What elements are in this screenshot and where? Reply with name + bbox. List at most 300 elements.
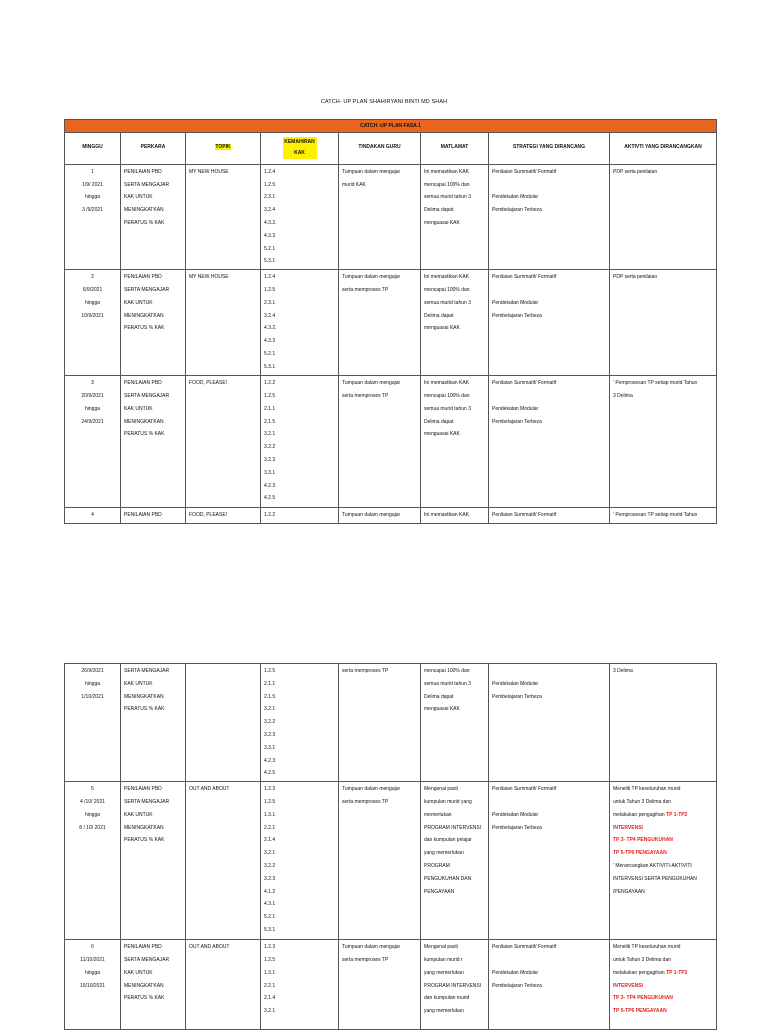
cell-line: hingga (84, 680, 100, 687)
cell-line: 6 (91, 944, 94, 951)
cell-line: 3 (91, 380, 94, 387)
highlight-text: TP 1-TP2 (666, 811, 688, 818)
cell-line (613, 271, 713, 284)
header-kemahiran-label: KEMAHIRAN KAK (283, 137, 317, 159)
header-strategi: STRATEGI YANG DIRANCANG (489, 133, 610, 165)
cell-line: Ini memastikan KAK (424, 274, 470, 281)
cell-line: 3.2.2 (264, 719, 276, 726)
cell-line: semua murid tahun 3 (424, 194, 471, 201)
cell-strategi (489, 164, 610, 269)
cell-line: Tumpuan dalam mengajar (342, 274, 401, 281)
cell-line: menguasai KAK (424, 431, 460, 438)
cell-line: PENILAIAN PBD (124, 512, 162, 519)
cell-line: 11/10/2021 (80, 956, 105, 963)
cell-line: 2 (91, 274, 94, 281)
cell-line: 1.2.2 (264, 512, 276, 519)
cell-line: 15/10/2021 (79, 982, 106, 989)
cell-line: 3.2.2 (264, 862, 276, 869)
cell-aktiviti (610, 940, 717, 1030)
cell-perkara (121, 664, 186, 782)
cell-topik (186, 376, 261, 508)
cell-line: MENINGKATKAN (124, 418, 164, 425)
cell-line: PROGRAM INTERVENSI (424, 824, 482, 831)
cell-line: semua murid tahun 3 (424, 405, 471, 412)
cell-line: SERTA MENGAJAR (124, 286, 170, 293)
cell-line (613, 834, 713, 847)
cell-line: 26/9/2021 (81, 668, 104, 674)
cell-line: 20/9/2021 (81, 392, 104, 399)
cell-line: 6/9/2021 (82, 286, 103, 293)
cell-line (613, 886, 713, 899)
cell-line: 3.3.1 (264, 744, 276, 751)
cell-line: memerlukan (424, 811, 452, 818)
cell-line (492, 954, 606, 967)
cell-line: 24/9/2021 (81, 418, 104, 425)
cell-strategi (489, 376, 610, 508)
cell-text: INTERVENSI SERTA PENGUKUHAN (613, 875, 697, 882)
cell-line: Penilaian Summatif/ Formatif (492, 380, 557, 387)
cell-line: MENINGKATKAN (124, 824, 164, 831)
cell-minggu (65, 782, 121, 940)
cell-line: kumpulan murid r (424, 956, 463, 963)
header-minggu: MINGGU (65, 133, 121, 165)
highlight-text: TP 3- TP4 PENGUKUHAN (613, 995, 673, 1002)
cell-perkara (121, 270, 186, 376)
cell-line: 4.3.2. (264, 219, 277, 226)
cell-line: 1.2.5 (264, 181, 276, 188)
cell-line: 8 / 10/ 2021 (79, 824, 106, 831)
cell-minggu (65, 664, 121, 782)
cell-line: Penilaian Summatif/ Formatif (492, 168, 557, 175)
cell-line: Pendekatan Modular (492, 680, 539, 687)
cell-line: Pendekatan Modular (492, 405, 539, 412)
cell-tindakan (339, 664, 421, 782)
cell-perkara (121, 508, 186, 524)
cell-line: yang memerlukan (424, 969, 464, 976)
cell-line: PENILAIAN PBD (124, 786, 162, 793)
document-title: CATCH- UP PLAN SHAHIRYANI BINTI MD SHAH (320, 99, 448, 105)
cell-line: 4 (91, 512, 94, 519)
cell-line: 2.1.5 (264, 693, 276, 700)
cell-text: PDP serta penilaian (613, 274, 658, 281)
cell-text: ' Pemprosesan TP setiap murid Tahun (613, 380, 698, 387)
cell-line: Pembelajaran Terbeza (492, 982, 542, 989)
cell-line: 2.1.4 (264, 995, 276, 1002)
cell-text: 3 Delima (613, 392, 633, 399)
cell-line: Pendekatan Modular (492, 299, 539, 306)
cell-line (613, 967, 713, 980)
cell-aktiviti (610, 270, 717, 376)
cell-text: ' Merancangkan AKTIVITI-AKTIVITI (613, 862, 692, 869)
cell-line: KAK UNTUK (124, 969, 153, 976)
cell-line: kumpulan murid yang (424, 798, 472, 805)
cell-line: 3.2.3 (264, 456, 276, 463)
cell-line: serta memproses TP (342, 798, 389, 805)
cell-line: Pendekatan Modular (492, 969, 539, 976)
table-row (65, 940, 717, 1030)
cell-line: Pembelajaran Terbeza (492, 418, 542, 425)
cell-line: PENILAIAN PBD (124, 380, 162, 387)
cell-text: Meneliti TP keseluruhan murid (613, 944, 681, 951)
cell-text: /PENGAYAAN (613, 888, 645, 895)
cell-line: 2.1.5 (264, 418, 276, 425)
cell-kemahiran (261, 782, 339, 940)
cell-strategi (489, 782, 610, 940)
cell-strategi (489, 270, 610, 376)
cell-line: 5.3.1 (264, 363, 276, 370)
cell-line: SERTA MENGAJAR (124, 956, 170, 963)
cell-strategi (489, 664, 610, 782)
cell-perkara (121, 164, 186, 269)
cell-line: mencapai 100% dan (424, 668, 470, 674)
catch-up-plan-table-page-2 (64, 663, 717, 1030)
cell-tindakan (339, 164, 421, 269)
cell-line: 3.2.3 (264, 731, 276, 738)
cell-line: 2.1.1 (264, 405, 276, 412)
cell-line: 1 (91, 168, 94, 175)
cell-line: MENINGKATKAN (124, 982, 164, 989)
catch-up-plan-table-page-1 (64, 119, 717, 524)
cell-text: melakukan pengagihan (613, 969, 667, 976)
cell-line: 1.2.3 (264, 786, 276, 793)
cell-aktiviti (610, 664, 717, 782)
cell-line: PENILAIAN PBD (124, 944, 162, 951)
cell-line (613, 980, 713, 993)
cell-line (613, 665, 713, 678)
cell-line: semua murid tahun 3 (424, 680, 471, 687)
cell-line: 4.3.1 (264, 901, 276, 908)
cell-line (613, 860, 713, 873)
cell-matlamat (421, 164, 489, 269)
cell-line: Penilaian Summatif/ Formatif (492, 786, 557, 793)
cell-line: KAK UNTUK (124, 405, 153, 412)
cell-line: 4.2.3 (264, 482, 276, 489)
cell-line: 1.2.4 (264, 274, 276, 281)
cell-line: Penilaian Summatif/ Formatif (492, 512, 557, 519)
table-row (65, 664, 717, 782)
cell-text: melakukan pengagihan (613, 811, 667, 818)
cell-line (613, 377, 713, 390)
cell-line: serta memproses TP (342, 668, 389, 674)
highlight-text: TP 1-TP2 (666, 969, 688, 976)
cell-line: menguasai KAK (424, 706, 460, 713)
cell-line (613, 796, 713, 809)
cell-line (613, 941, 713, 954)
cell-line: PENGAYAAN (424, 888, 455, 895)
cell-tindakan (339, 782, 421, 940)
cell-line: MENINGKATKAN (124, 312, 164, 319)
cell-line: serta memproses TP (342, 286, 389, 293)
cell-line: 3.3.1 (264, 469, 276, 476)
cell-line: KAK UNTUK (124, 194, 153, 201)
cell-kemahiran (261, 508, 339, 524)
cell-line: 4.2.5 (264, 770, 276, 777)
cell-line: hingga (84, 299, 100, 306)
highlight-text: TP 5-TP6 PENGAYAAN (613, 850, 667, 857)
cell-text: untuk Tahun 3 Delima dan (613, 956, 672, 963)
header-aktiviti: AKTIVTI YANG DIRANCANGKAN (610, 133, 717, 165)
cell-matlamat (421, 664, 489, 782)
cell-line: Pendekatan Modular (492, 811, 539, 818)
cell-line: Penilaian Summatif/ Formatif (492, 274, 557, 281)
cell-line: Pembelajaran Terbeza (492, 693, 542, 700)
cell-line: 3.2.1 (264, 850, 276, 857)
cell-line: MY NEW HOUSE (189, 168, 229, 175)
cell-line: mencapai 100% dan (424, 392, 470, 399)
cell-line (613, 390, 713, 403)
cell-line: MENINGKATKAN (124, 207, 164, 214)
cell-line (613, 509, 713, 522)
cell-kemahiran (261, 270, 339, 376)
cell-perkara (121, 782, 186, 940)
cell-line: 2.3.1 (264, 299, 276, 306)
cell-line: 1.2.5 (264, 798, 276, 805)
cell-line: KAK UNTUK (124, 299, 153, 306)
header-topik-label: TOPIK (215, 144, 231, 150)
header-tindakan: TINDAKAN GURU (339, 133, 421, 165)
cell-line (613, 809, 713, 822)
cell-line: hingga (84, 194, 100, 201)
cell-text: untuk Tahun 3 Delima dan (613, 798, 672, 805)
table-row (65, 164, 717, 269)
cell-line: 3 /9/2021 (82, 207, 103, 214)
cell-line: 3.2.2 (264, 444, 276, 451)
cell-perkara (121, 376, 186, 508)
cell-line: PERATUS % KAK (124, 837, 165, 844)
cell-line: PENILAIAN PBD (124, 168, 162, 175)
cell-line: 3.2.1 (264, 1008, 276, 1015)
cell-line: SERTA MENGAJAR (124, 392, 170, 399)
cell-line: 10/9/2021 (81, 312, 104, 319)
cell-line: OUT AND ABOUT (189, 944, 230, 951)
cell-strategi (489, 508, 610, 524)
cell-line (492, 179, 606, 192)
cell-matlamat (421, 376, 489, 508)
cell-matlamat (421, 508, 489, 524)
cell-minggu (65, 940, 121, 1030)
cell-line: SERTA MENGAJAR (124, 181, 170, 188)
cell-line: KAK UNTUK (124, 680, 153, 687)
cell-line: Pembelajaran Terbeza (492, 824, 542, 831)
cell-line: MENINGKATKAN (124, 693, 164, 700)
cell-minggu (65, 164, 121, 269)
cell-aktiviti (610, 508, 717, 524)
cell-line: 1.3.1 (264, 811, 276, 818)
cell-line: 4 /10/ 2021 (79, 798, 106, 805)
cell-line: 5.2.1 (264, 245, 276, 252)
cell-line: 1.2.2 (264, 380, 276, 387)
cell-minggu (65, 270, 121, 376)
cell-line: 5.2.1 (264, 914, 276, 921)
cell-line: PERATUS % KAK (124, 219, 165, 226)
cell-line: FOOD, PLEASE! (189, 380, 228, 387)
table-row (65, 508, 717, 524)
highlight-text: INTERVENSI (613, 982, 643, 989)
header-row (65, 133, 717, 165)
header-perkara: PERKARA (121, 133, 186, 165)
cell-line (492, 284, 606, 297)
cell-line: 2.1.4 (264, 837, 276, 844)
cell-line: serta memproses TP (342, 956, 389, 963)
cell-line: 4.3.3 (264, 232, 276, 239)
cell-minggu (65, 508, 121, 524)
cell-line: Delima dapat (424, 418, 454, 425)
cell-aktiviti (610, 164, 717, 269)
cell-topik (186, 164, 261, 269)
cell-line: 3.2.4 (264, 312, 276, 319)
cell-line: serta memproses TP (342, 392, 389, 399)
cell-line: Tumpuan dalam mengajar (342, 168, 401, 175)
cell-line: menguasai KAK (424, 219, 460, 226)
cell-kemahiran (261, 664, 339, 782)
table-row (65, 270, 717, 376)
cell-line: Tumpuan dalam mengajar (342, 512, 401, 519)
cell-line: Tumpuan dalam mengajar (342, 786, 401, 793)
cell-line: Delima dapat (424, 312, 454, 319)
cell-line: PERATUS % KAK (124, 325, 165, 332)
cell-topik (186, 270, 261, 376)
cell-line: 1.2.5 (264, 392, 276, 399)
cell-aktiviti (610, 376, 717, 508)
cell-tindakan (339, 508, 421, 524)
cell-line: OUT AND ABOUT (189, 786, 230, 793)
cell-line: PERATUS % KAK (124, 431, 165, 438)
cell-minggu (65, 376, 121, 508)
cell-line: 4.1.2 (264, 888, 276, 895)
cell-line: PENILAIAN PBD (124, 274, 162, 281)
header-kemahiran (261, 133, 339, 165)
cell-topik (186, 782, 261, 940)
cell-matlamat (421, 940, 489, 1030)
cell-strategi (489, 940, 610, 1030)
cell-line: 2.1.1 (264, 680, 276, 687)
cell-line: semua murid tahun 3 (424, 299, 471, 306)
cell-line: 1.2.5 (264, 956, 276, 963)
cell-line: Mengenal pasti (424, 944, 458, 951)
cell-tindakan (339, 376, 421, 508)
highlight-text: TP 3- TP4 PENGUKUHAN (613, 837, 673, 844)
cell-line (613, 822, 713, 835)
cell-line: PROGRAM (424, 862, 450, 869)
cell-line: 5.2.1 (264, 350, 276, 357)
cell-text: 3 Delima (613, 668, 633, 674)
cell-line: 4.2.5 (264, 495, 276, 502)
table-row (65, 376, 717, 508)
cell-line: SERTA MENGAJAR (124, 668, 170, 674)
cell-line: Ini memastikan KAK (424, 168, 470, 175)
cell-line (613, 873, 713, 886)
phase-band: CATCH -UP PLAN FASA 1 (65, 120, 717, 133)
cell-line: dan kumpulan pelajar (424, 837, 472, 844)
cell-line: hingga (84, 811, 100, 818)
cell-line: 3.2.4 (264, 207, 276, 214)
cell-line: 3.2.1 (264, 706, 276, 713)
cell-line: yang memerlukan (424, 1008, 464, 1015)
cell-line (492, 390, 606, 403)
cell-text: ' Pemprosesan TP setiap murid Tahun (613, 512, 698, 519)
cell-line: 2.2.1 (264, 982, 276, 989)
cell-kemahiran (261, 940, 339, 1030)
cell-line: Ini memastikan KAK (424, 512, 470, 519)
cell-line: 4.2.3 (264, 757, 276, 764)
phase-band-row (65, 120, 717, 133)
cell-line (492, 796, 606, 809)
cell-matlamat (421, 270, 489, 376)
cell-line: Pembelajaran Terbeza (492, 207, 542, 214)
cell-line: murid KAK (342, 181, 366, 188)
cell-text: Meneliti TP keseluruhan murid (613, 786, 681, 793)
cell-topik (186, 508, 261, 524)
cell-line (613, 992, 713, 1005)
cell-line: KAK UNTUK (124, 811, 153, 818)
cell-line: 1.2.4 (264, 168, 276, 175)
cell-line: mencapai 100% dan (424, 286, 470, 293)
cell-line: 2.3.1 (264, 194, 276, 201)
cell-line (613, 166, 713, 179)
cell-line: Delima dapat (424, 693, 454, 700)
cell-line: mencapai 100% dan (424, 181, 470, 188)
cell-line: 1/10/2021 (81, 693, 104, 700)
cell-line: 4.3.3 (264, 338, 276, 345)
cell-kemahiran (261, 376, 339, 508)
cell-line: Pendekatan Modular (492, 194, 539, 201)
cell-kemahiran (261, 164, 339, 269)
cell-line: FOOD, PLEASE! (189, 512, 228, 519)
cell-aktiviti (610, 782, 717, 940)
header-topik (186, 133, 261, 165)
cell-line: PROGRAM INTERVENSI (424, 982, 482, 989)
cell-tindakan (339, 940, 421, 1030)
cell-line (492, 665, 606, 678)
cell-line (613, 1005, 713, 1018)
cell-topik (186, 664, 261, 782)
cell-line: Ini memastikan KAK (424, 380, 470, 387)
cell-line: hingga (84, 969, 100, 976)
cell-line: MY NEW HOUSE (189, 274, 229, 281)
cell-text: PDP serta penilaian (613, 168, 658, 175)
cell-line: Delima dapat (424, 207, 454, 214)
cell-topik (186, 940, 261, 1030)
cell-line: SERTA MENGAJAR (124, 798, 170, 805)
cell-line: PERATUS % KAK (124, 706, 165, 713)
cell-line (613, 954, 713, 967)
cell-line: PENGUKUHAN DAN (424, 875, 472, 882)
cell-perkara (121, 940, 186, 1030)
table-row (65, 782, 717, 940)
highlight-text: TP 5-TP6 PENGAYAAN (613, 1008, 667, 1015)
cell-tindakan (339, 270, 421, 376)
cell-line: 5 (91, 786, 94, 793)
cell-line: Tumpuan dalam mengajar (342, 944, 401, 951)
cell-line: yang memerlukan (424, 850, 464, 857)
cell-line: 5.3.1 (264, 926, 276, 933)
cell-matlamat (421, 782, 489, 940)
cell-line: 1.3.1 (264, 969, 276, 976)
cell-line: menguasai KAK (424, 325, 460, 332)
cell-line: Mengenal pasti (424, 786, 458, 793)
cell-line: 2.2.1 (264, 824, 276, 831)
cell-line: 1.2.5 (264, 668, 276, 674)
cell-line: 4.3.2. (264, 325, 277, 332)
cell-line: 5.3.1 (264, 258, 276, 265)
cell-line: hingga (84, 405, 100, 412)
cell-line (613, 783, 713, 796)
cell-line: 3.2.3 (264, 875, 276, 882)
cell-line: 1.2.3 (264, 944, 276, 951)
cell-line: Penilaian Summatif/ Formatif (492, 944, 557, 951)
cell-line: dan kumpulan murid (424, 995, 470, 1002)
cell-line: 1.2.5 (264, 286, 276, 293)
